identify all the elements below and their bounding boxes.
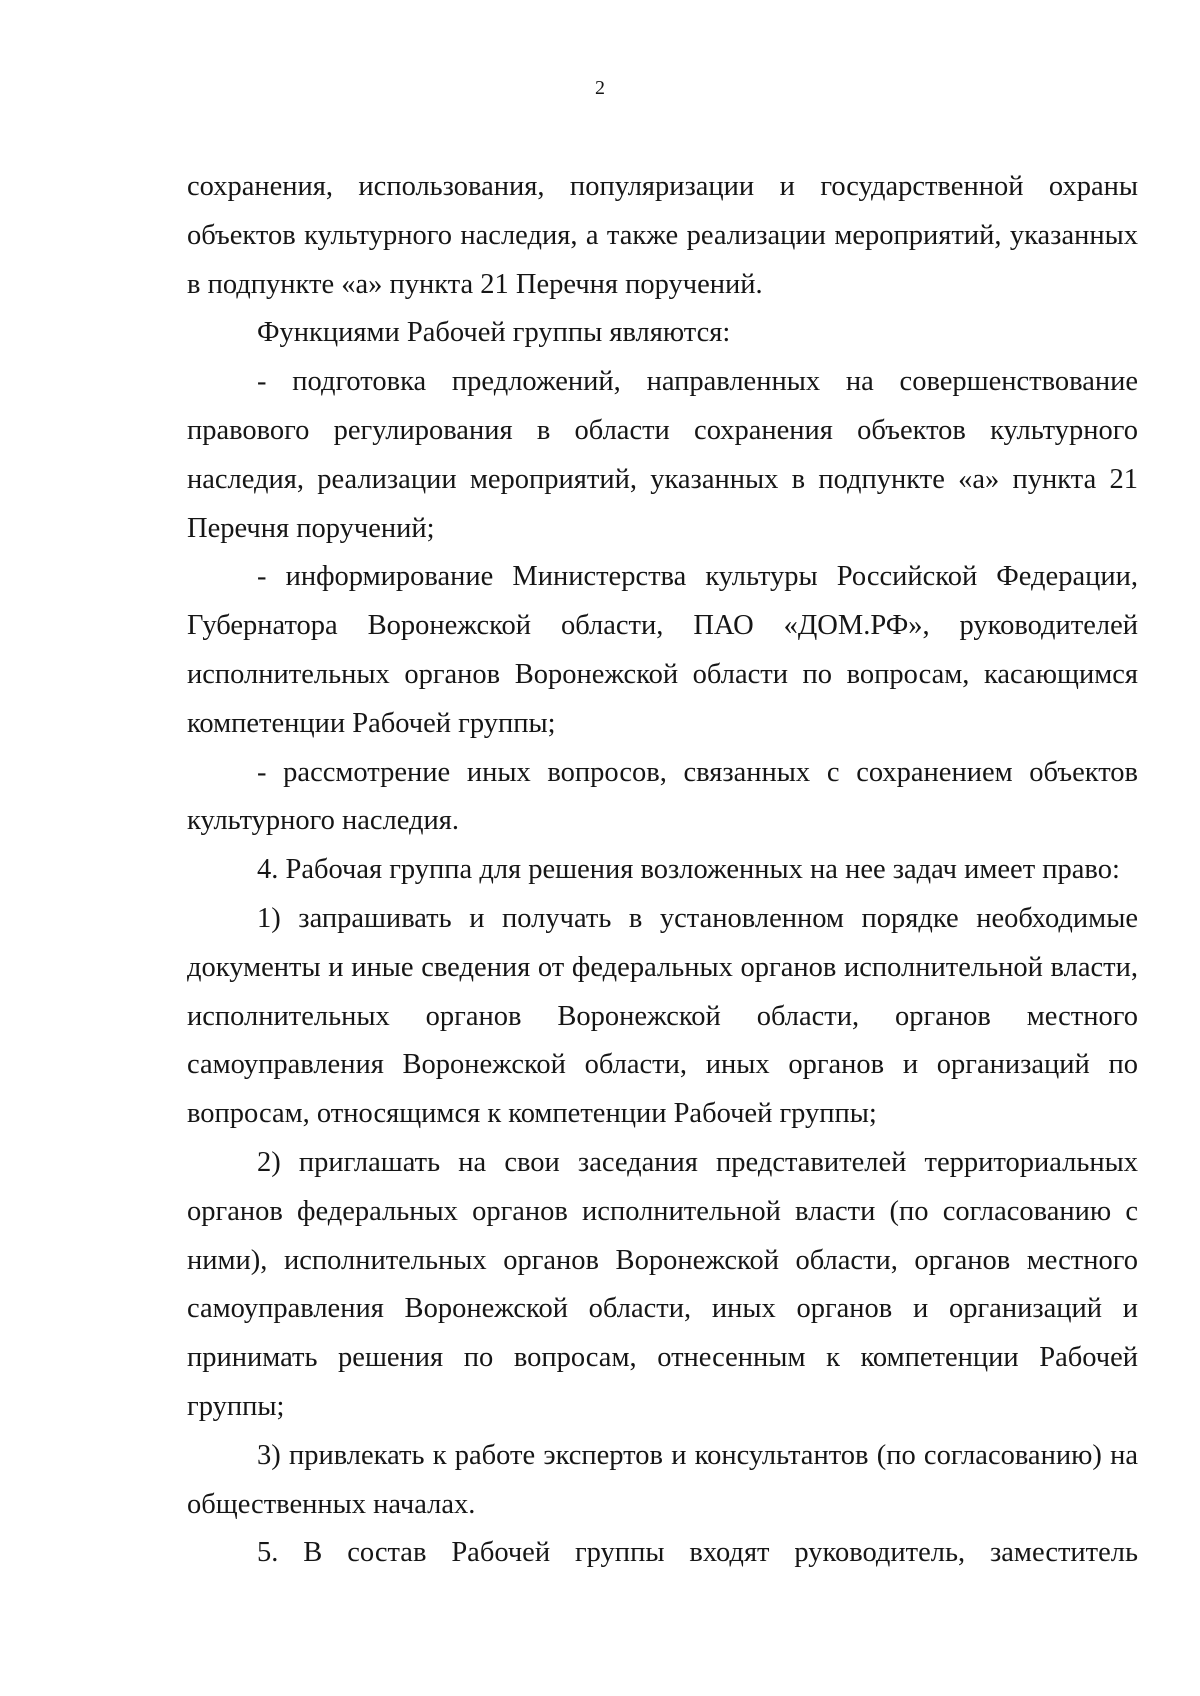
paragraph-right-2: 2) приглашать на свои заседания представителей территориальных органов федеральных органов исполнительной власти (по согласованию с ними), исполнительных органов Воронежской области, органов местного самоуправления Воронежской области, иных органов и организаций и принимать решения по вопросам, отнесенным к компетенции Рабочей группы; (187, 1146, 1138, 1422)
paragraph-right-3: 3) привлекать к работе экспертов и консультантов (по согласованию) на общественных началах. (187, 1439, 1138, 1520)
page-number: 2 (595, 77, 605, 99)
paragraph-continuation: сохранения, использования, популяризации и государственной охраны объектов культурного наследия, а также реализации мероприятий, указанных в подпункте «а» пункта 21 Перечня поручений. (187, 171, 1138, 300)
paragraph-function-2: - информирование Министерства культуры Российской Федерации, Губернатора Воронежской области, ПАО «ДОМ.РФ», руководителей исполнительных органов Воронежской области по вопросам, касающимся компетенции Рабочей группы; (187, 561, 1138, 739)
paragraph-right-1: 1) запрашивать и получать в установленном порядке необходимые документы и иные сведения от федеральных органов исполнительной власти, исполнительных органов Воронежской области, органов местного самоуправления Воронежской области, иных органов и организаций по вопросам, относящимся к компетенции Рабочей группы; (187, 902, 1138, 1130)
paragraph-function-3: - рассмотрение иных вопросов, связанных с сохранением объектов культурного наследия. (187, 756, 1138, 837)
paragraph-section-5: 5. В состав Рабочей группы входят руководитель, заместитель (257, 1537, 1138, 1569)
paragraph-function-1: - подготовка предложений, направленных на совершенствование правового регулирования в области сохранения объектов культурного наследия, реализации мероприятий, указанных в подпункте «а» пункта 21 Перечня поручений; (187, 366, 1138, 544)
document-body (187, 163, 1138, 1578)
paragraph-section-4: 4. Рабочая группа для решения возложенных на нее задач имеет право: (257, 854, 1120, 886)
paragraph-functions-intro: Функциями Рабочей группы являются: (257, 317, 731, 349)
